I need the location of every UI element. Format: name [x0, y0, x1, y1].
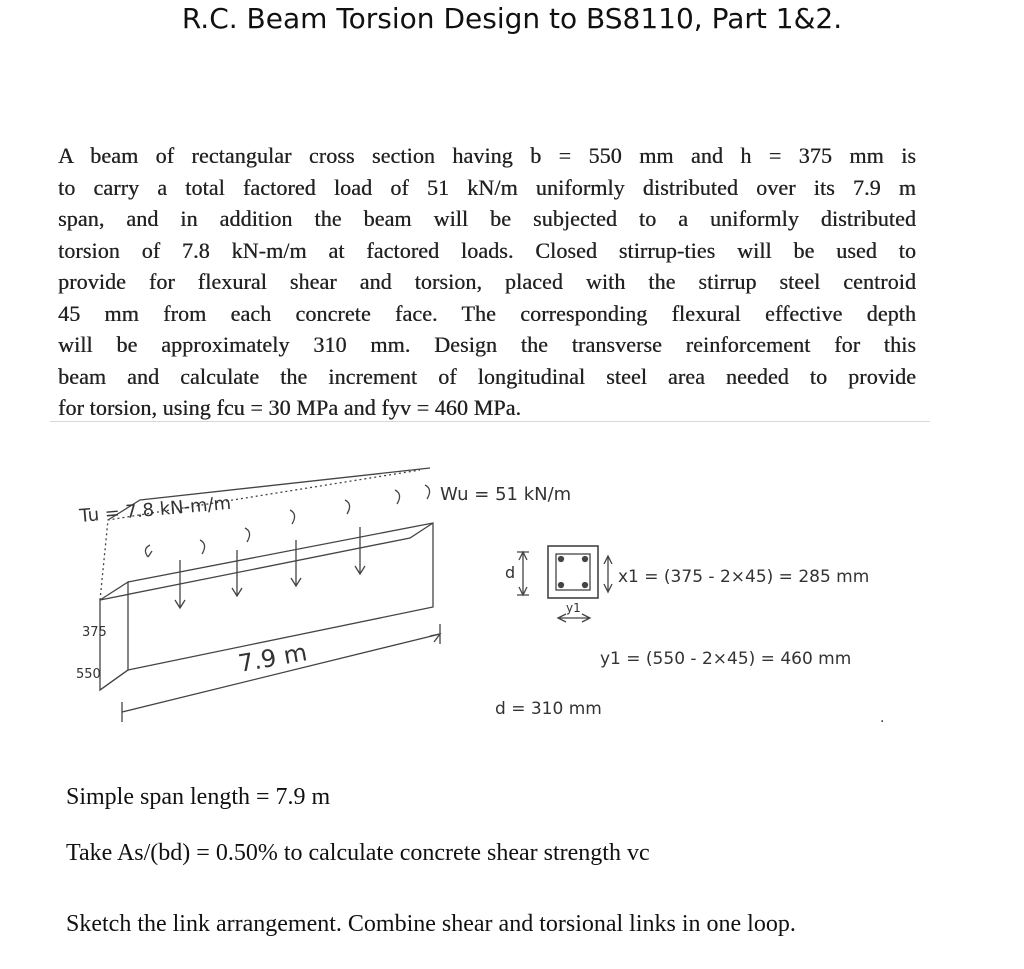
span-note: Simple span length = 7.9 m: [66, 784, 331, 810]
torsion-label: Tu = 7.8 kN-m/m: [78, 492, 232, 527]
reinforcement-note: Take As/(bd) = 0.50% to calculate concrete shear strength vc: [66, 840, 650, 866]
d-value: d = 310 mm: [495, 699, 602, 719]
problem-line: to carry a total factored load of 51 kN/m uniformly distributed over its 7.9 m: [58, 174, 916, 200]
problem-line: for torsion, using fcu = 30 MPa and fyv = 460 MPa.: [58, 395, 522, 420]
problem-line: 45 mm from each concrete face. The corresponding flexural effective depth: [58, 300, 916, 326]
height-label: 375: [82, 625, 107, 640]
cross-section: [517, 546, 612, 622]
depth-symbol: d: [505, 563, 516, 582]
dot-mark: .: [880, 710, 885, 726]
beam-sketch: [0, 440, 1024, 760]
problem-line: will be approximately 310 mm. Design the transverse reinforcement for this: [58, 332, 916, 357]
load-label: Wu = 51 kN/m: [440, 484, 572, 505]
problem-line: provide for flexural shear and torsion, placed with the stirrup steel centroid: [58, 269, 916, 294]
problem-line: beam and calculate the increment of longitudinal steel area needed to provide: [58, 363, 916, 389]
y1-symbol: y1: [566, 601, 581, 615]
problem-statement: [58, 140, 916, 424]
problem-line: torsion of 7.8 kN-m/m at factored loads. Closed stirrup-ties will be used to: [58, 237, 916, 263]
problem-line: A beam of rectangular cross section having b = 550 mm and h = 375 mm is: [58, 143, 916, 168]
width-label: 550: [76, 667, 101, 682]
span-label: 7.9 m: [236, 638, 310, 678]
divider: [50, 421, 930, 422]
page-title: R.C. Beam Torsion Design to BS8110, Part 1&2.: [181, 2, 843, 35]
x1-calculation: x1 = (375 - 2×45) = 285 mm: [618, 567, 870, 587]
sketch-instruction: Sketch the link arrangement. Combine shear and torsional links in one loop.: [66, 911, 796, 937]
y1-calculation: y1 = (550 - 2×45) = 460 mm: [600, 649, 852, 669]
problem-line: span, and in addition the beam will be subjected to a uniformly distributed: [58, 206, 916, 231]
